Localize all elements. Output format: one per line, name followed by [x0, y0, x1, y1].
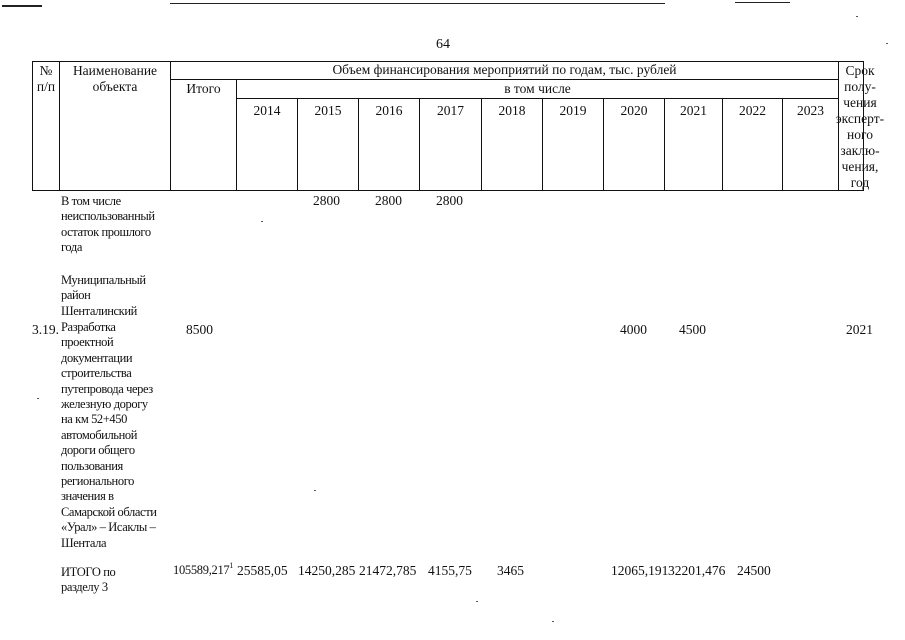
top-rule-main	[170, 3, 665, 4]
header-year-2015: 2015	[314, 103, 342, 118]
header-including: в том числе	[504, 81, 571, 96]
row-item-3-19-term: 2021	[846, 322, 873, 337]
header-total: Итого	[186, 81, 221, 96]
header-year-2023: 2023	[797, 103, 824, 118]
header-bottom-border	[32, 190, 864, 191]
row-unused-balance-2016: 2800	[375, 193, 402, 208]
scan-speck	[476, 601, 478, 602]
col-divider-num	[59, 61, 60, 191]
header-year-2020: 2020	[620, 103, 648, 118]
header-years-divider	[236, 98, 838, 99]
header-group-divider	[170, 79, 838, 80]
header-year-2017: 2017	[437, 103, 464, 118]
row-total-section-3-2015: 14250,285	[298, 563, 356, 578]
scan-speck	[886, 43, 888, 44]
row-unused-balance-2017: 2800	[436, 193, 463, 208]
row-unused-balance-name: В том числе неиспользованный остаток прошлого года	[61, 194, 155, 255]
header-year-2022: 2022	[739, 103, 766, 118]
row-total-section-3-2022: 24500	[737, 563, 771, 578]
scan-speck	[261, 221, 263, 222]
district-heading: Муниципальный район Шенталинский	[61, 273, 146, 318]
header-year-2014: 2014	[253, 103, 281, 118]
row-total-section-3-2014: 25585,05	[237, 563, 288, 578]
row-total-section-3-2016: 21472,785	[359, 563, 417, 578]
row-total-section-3-2021: 32201,476	[668, 563, 726, 578]
row-item-3-19-2020: 4000	[620, 322, 647, 337]
scan-speck	[856, 16, 858, 17]
header-term: Срок полу- чения эксперт- ного заклю- чения, год	[835, 63, 885, 190]
row-total-section-3-2020: 12065,191	[611, 563, 669, 578]
header-year-2016: 2016	[375, 103, 403, 118]
row-item-3-19-number: 3.19.	[32, 322, 59, 337]
row-total-section-3-2018: 3465	[497, 563, 524, 578]
header-num: № п/п	[36, 63, 56, 94]
header-year-2019: 2019	[559, 103, 587, 118]
header-name: Наименование объекта	[72, 63, 158, 94]
top-rule-right	[735, 2, 790, 3]
row-unused-balance-2015: 2800	[313, 193, 340, 208]
scan-speck	[314, 490, 316, 491]
top-rule-left	[2, 5, 42, 7]
header-financing-group: Объем финансирования мероприятий по годам, тыс. рублей	[332, 62, 677, 77]
row-total-section-3-name: ИТОГО по разделу 3	[61, 565, 116, 595]
header-year-2018: 2018	[498, 103, 526, 118]
header-year-2021: 2021	[680, 103, 707, 118]
footnote-marker: 1	[229, 561, 234, 570]
scan-speck	[37, 398, 39, 399]
scan-speck	[552, 621, 554, 622]
row-item-3-19-name: Разработка проектной документации строительства путепровода через железную дорогу на км 52+450 автомобильной дороги общего пользования регионального значения в Самарской области «Урал» – Исаклы – Шентала	[61, 320, 157, 550]
row-item-3-19-total: 8500	[186, 322, 213, 337]
page-number: 64	[436, 37, 450, 52]
row-total-section-3-total: 105589,217$^1$	[173, 561, 234, 577]
row-item-3-19-2021: 4500	[679, 322, 706, 337]
row-total-section-3-2017: 4155,75	[428, 563, 472, 578]
